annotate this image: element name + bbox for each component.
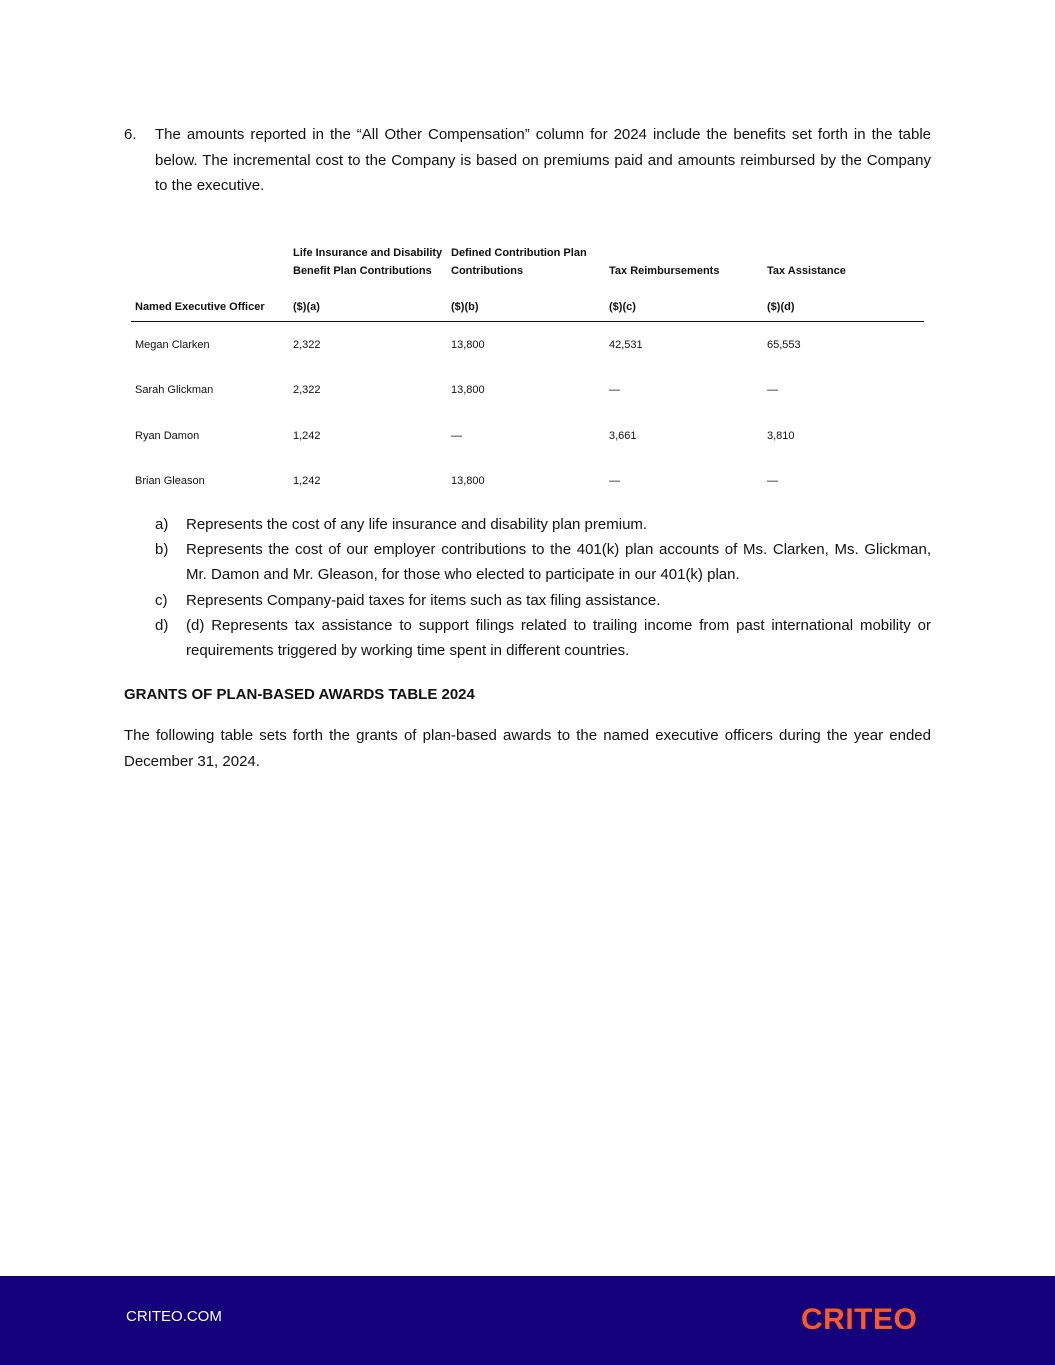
table-footnotes (155, 512, 931, 663)
table-cell: Ryan Damon (135, 429, 200, 442)
footnote-letter: d) (155, 616, 169, 634)
page-footer (0, 1276, 1055, 1365)
list-item (155, 588, 931, 613)
table-cell: 65,553 (767, 338, 801, 351)
list-item (155, 537, 931, 587)
table-cell: — (767, 384, 778, 397)
column-header: Defined Contribution Plan Contributions (451, 247, 587, 277)
website-link[interactable]: CRITEO.COM (126, 1308, 222, 1325)
table-cell: 13,800 (451, 338, 485, 351)
section-paragraph: The following table sets forth the grants of plan-based awards to the named executive officers during the year ended December 31, 2024. (124, 727, 931, 770)
footnote-letter: c) (155, 591, 168, 609)
table-header-row-1 (131, 242, 924, 280)
list-item (155, 613, 931, 663)
column-header (131, 242, 289, 280)
section-heading: GRANTS OF PLAN-BASED AWARDS TABLE 2024 (124, 686, 475, 703)
footnote-text: (d) Represents tax assistance to support filings related to trailing income from past international mobility or requirements triggered by working time spent in different countries. (186, 616, 931, 660)
footnote-6 (124, 122, 931, 199)
column-header: Tax Assistance (767, 265, 846, 277)
table-cell: 13,800 (451, 384, 485, 397)
table-cell: 1,242 (293, 429, 321, 442)
other-compensation-table (131, 242, 924, 504)
table-cell: 42,531 (609, 338, 643, 351)
footnote-letter: a) (155, 516, 169, 533)
table-cell: Sarah Glickman (135, 384, 214, 397)
column-header: ($)(d) (763, 280, 924, 322)
list-item (155, 512, 931, 537)
column-header: Tax Reimbursements (609, 265, 720, 277)
footnote-text: Represents the cost of our employer contributions to the 401(k) plan accounts of Ms. Clarken, Ms. Glickman, Mr. Damon and Mr. Gleason, for those who elected to participate in our 401(k) plan. (186, 541, 931, 584)
table-row (131, 322, 924, 368)
column-header: Life Insurance and Disability Benefit Plan Contributions (293, 247, 443, 277)
table-cell: Megan Clarken (135, 338, 210, 351)
table-cell: — (609, 475, 620, 488)
table-cell: 3,810 (767, 429, 795, 442)
table-header-row-2 (131, 280, 924, 322)
column-header: Named Executive Officer (131, 280, 289, 322)
table-cell: 1,242 (293, 475, 321, 488)
footnote-text: The amounts reported in the “All Other Compensation” column for 2024 include the benefits set forth in the table below. The incremental cost to the Company is based on premiums paid and amounts reimbursed by the Company to the executive. (155, 126, 931, 194)
footnote-letter: b) (155, 541, 169, 559)
table-cell: — (609, 384, 620, 397)
table-cell: 2,322 (293, 338, 321, 351)
table-row (131, 413, 924, 459)
table-cell: — (451, 429, 462, 442)
table-row (131, 459, 924, 505)
criteo-logo: CRITEO (801, 1303, 918, 1336)
footnote-number: 6. (124, 126, 137, 143)
column-header: ($)(a) (289, 280, 447, 322)
footnote-text: Represents Company-paid taxes for items such as tax filing assistance. (186, 591, 661, 609)
table-row (131, 368, 924, 414)
column-header: ($)(b) (447, 280, 605, 322)
table-cell: 13,800 (451, 475, 485, 488)
column-header: ($)(c) (605, 280, 763, 322)
table-cell: — (767, 475, 778, 488)
footnote-text: Represents the cost of any life insurance and disability plan premium. (186, 516, 648, 533)
table-cell: 3,661 (609, 429, 637, 442)
table-cell: Brian Gleason (135, 475, 205, 488)
table-cell: 2,322 (293, 384, 321, 397)
